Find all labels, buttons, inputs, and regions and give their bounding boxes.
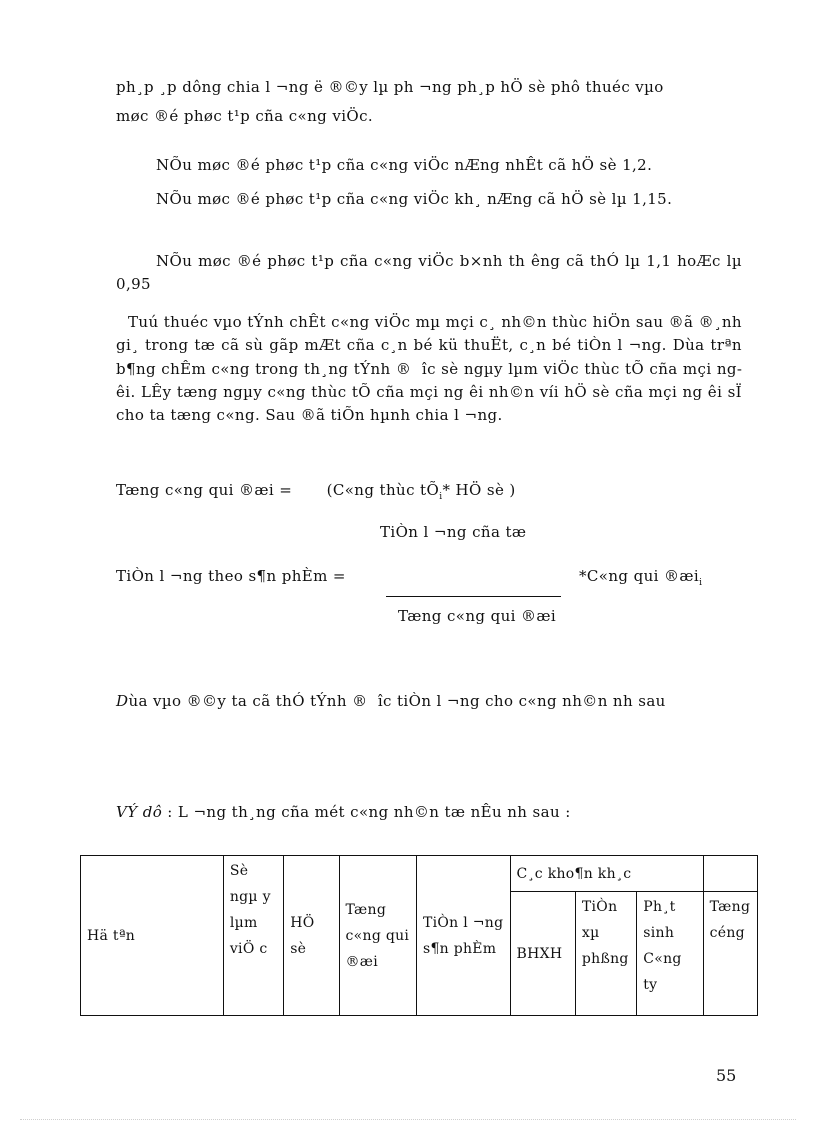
formula-wage-right: [579, 567, 702, 588]
header-days: Sè ngµ y lµm viÖ c: [223, 856, 283, 1016]
header-product-wage: TiÒn l ¬ng s¶n phÈm: [416, 856, 510, 1016]
footer-dotted-rule: [20, 1119, 796, 1120]
page-number: 55: [716, 1066, 737, 1085]
paragraph-procedure: Tuú thuéc vµo tÝnh chÊt c«ng viÖc mµ mçi c¸ nh©n thùc hiÖn sau ®ã ®¸nh gi¸ trong tæ cã sù gãp mÆt cña c¸n bé kü thuËt, c¸n bé tiÒn l ¬ng. Dùa trªn b¶ng chÊm c«ng trong th¸ng tÝnh ® îc sè ngµy lµm viÖc thùc tÕ cña mçi ng êi. LÊy tæng ngµy c«ng thùc tÕ cña mçi ng êi nh©n víi hÖ sè cña mçi ng êi sÏ cho ta tæng c«ng. Sau ®ã tiÕn hµnh chia l ¬ng.: [116, 313, 742, 425]
header-empty: [703, 856, 757, 892]
coef-normal: NÕu møc ®é phøc t¹p cña c«ng viÖc b×nh th êng cã thÓ lµ 1,1 hoÆc lµ 0,95: [116, 252, 742, 293]
formula-numerator: TiÒn l ¬ng cña tæ: [380, 523, 527, 541]
header-other-items: C¸c kho¶n kh¸c: [510, 856, 703, 892]
wage-table: [80, 855, 758, 1016]
formula-total-expr: (C«ng thùc tÕ: [326, 481, 440, 499]
formula-total-sub: i: [439, 492, 443, 502]
calc-initial: D: [116, 692, 129, 710]
header-coef: HÖ sè: [284, 856, 339, 1016]
header-soap: TiÒn xµ phßng: [575, 892, 636, 1016]
paragraph-calc: [116, 688, 742, 714]
formula-total-label: Tæng c«ng qui ®æi =: [116, 481, 293, 499]
formula-wage-label: TiÒn l ¬ng theo s¶n phÈm =: [116, 567, 346, 585]
intro-line-2: møc ®é phøc t¹p cña c«ng viÖc.: [116, 107, 374, 125]
example-line: [116, 803, 571, 821]
coef-heavy: NÕu møc ®é phøc t¹p cña c«ng viÖc nÆng nhÊt cã hÖ sè 1,2.: [156, 156, 653, 174]
header-total-work: Tæng c«ng qui ®æi: [339, 856, 416, 1016]
coef-medium: NÕu møc ®é phøc t¹p cña c«ng viÖc kh¸ nÆng cã hÖ sè lµ 1,15.: [156, 190, 673, 208]
header-bhxh: BHXH: [510, 892, 575, 1016]
formula-wage-sub: i: [699, 578, 703, 588]
header-company: Ph¸t sinh C«ng ty: [637, 892, 703, 1016]
header-sum: Tæng céng: [703, 892, 757, 1016]
formula-total-tail: * HÖ sè ): [442, 481, 516, 499]
calc-text: ùa vµo ®©y ta cã thÓ tÝnh ® îc tiÒn l ¬ng cho c«ng nh©n nh sau: [128, 692, 666, 710]
example-text: : L ¬ng th¸ng cña mét c«ng nh©n tæ nÊu nh sau :: [162, 803, 571, 821]
intro-line-1: ph¸p ¸p dông chia l ¬ng ë ®©y lµ ph ¬ng ph¸p hÖ sè phô thuéc vµo: [116, 78, 664, 96]
fraction-bar: [386, 596, 561, 597]
formula-total-work: [116, 481, 516, 502]
header-name: Hä tªn: [81, 856, 224, 1016]
example-label: VÝ dô: [116, 803, 163, 821]
formula-denominator: Tæng c«ng qui ®æi: [398, 607, 557, 625]
formula-wage-expr: *C«ng qui ®æi: [579, 567, 700, 585]
paragraph-intro: [116, 73, 742, 131]
